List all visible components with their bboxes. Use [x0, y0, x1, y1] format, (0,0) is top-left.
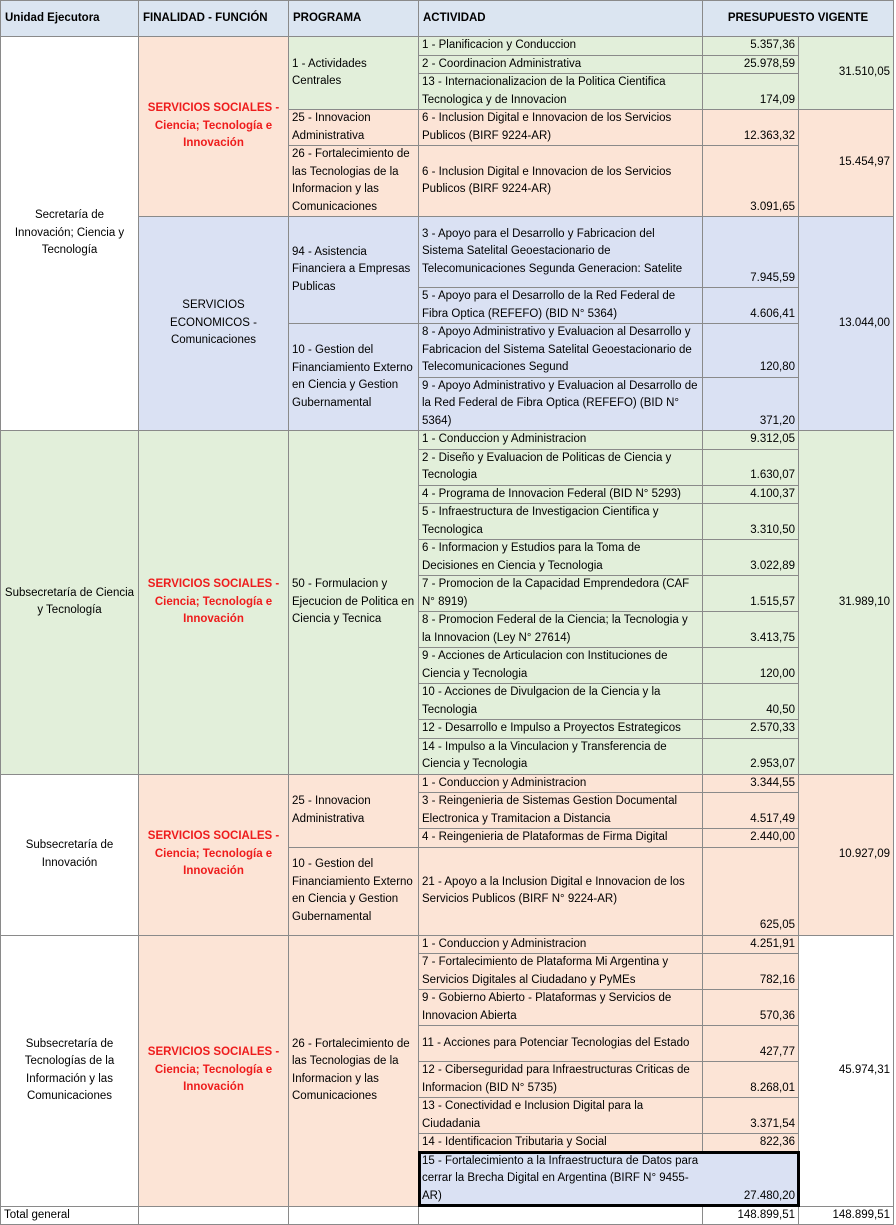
subtotal-cell: 15.454,97 [799, 110, 894, 217]
programa-cell: 10 - Gestion del Financiamiento Externo en Ciencia y Gestion Gubernamental [289, 324, 419, 431]
empty-cell [419, 1206, 703, 1225]
subtotal-cell: 45.974,31 [799, 935, 894, 1206]
table-row [1, 935, 894, 954]
unidad-cell: Secretaría de Innovación; Ciencia y Tecnología [1, 37, 139, 431]
actividad-cell: 7 - Fortalecimiento de Plataforma Mi Argentina y Servicios Digitales al Ciudadano y PyMEs [419, 954, 703, 990]
empty-cell [139, 1206, 289, 1225]
monto-cell: 625,05 [703, 847, 799, 935]
actividad-cell: 12 - Ciberseguridad para Infraestructuras Criticas de Informacion (BID N° 5735) [419, 1062, 703, 1098]
monto-cell: 174,09 [703, 74, 799, 110]
monto-cell: 40,50 [703, 684, 799, 720]
actividad-cell: 4 - Programa de Innovacion Federal (BID N° 5293) [419, 485, 703, 504]
monto-cell: 3.091,65 [703, 146, 799, 217]
actividad-cell: 2 - Coordinacion Administrativa [419, 55, 703, 74]
actividad-cell: 9 - Acciones de Articulacion con Instituciones de Ciencia y Tecnologia [419, 648, 703, 684]
monto-cell: 4.606,41 [703, 288, 799, 324]
highlighted-activity [419, 1152, 799, 1206]
unidad-cell: Subsecretaría de Tecnologías de la Información y las Comunicaciones [1, 935, 139, 1206]
actividad-cell: 6 - Inclusion Digital e Innovacion de los Servicios Publicos (BIRF 9224-AR) [419, 146, 703, 217]
actividad-cell: 6 - Inclusion Digital e Innovacion de los Servicios Publicos (BIRF 9224-AR) [419, 110, 703, 146]
actividad-cell: 1 - Conduccion y Administracion [419, 431, 703, 450]
actividad-cell: 5 - Apoyo para el Desarrollo de la Red Federal de Fibra Optica (REFEFO) (BID N° 5364) [419, 288, 703, 324]
actividad-cell: 3 - Reingenieria de Sistemas Gestion Documental Electronica y Tramitacion a Distancia [419, 793, 703, 829]
header-programa: PROGRAMA [289, 1, 419, 37]
actividad-cell: 9 - Gobierno Abierto - Plataformas y Servicios de Innovacion Abierta [419, 990, 703, 1026]
monto-cell: 27.480,20 [743, 1190, 795, 1202]
actividad-cell: 10 - Acciones de Divulgacion de la Ciencia y la Tecnologia [419, 684, 703, 720]
empty-cell [289, 1206, 419, 1225]
finalidad-cell: SERVICIOS SOCIALES - Ciencia; Tecnología e Innovación [139, 431, 289, 775]
actividad-cell: 9 - Apoyo Administrativo y Evaluacion al Desarrollo de la Red Federal de Fibra Optica (REFEFO) (BID N° 5364) [419, 377, 703, 431]
actividad-cell: 3 - Apoyo para el Desarrollo y Fabricacion del Sistema Satelital Geoestacionario de Telecomunicaciones Segunda Generacion: Satelite [419, 217, 703, 288]
finalidad-cell: SERVICIOS SOCIALES - Ciencia; Tecnología e Innovación [139, 37, 289, 217]
programa-cell: 1 - Actividades Centrales [289, 37, 419, 110]
monto-cell: 3.022,89 [703, 540, 799, 576]
monto-cell: 120,80 [703, 324, 799, 378]
actividad-cell: 13 - Internacionalizacion de la Politica Cientifica Tecnologica y de Innovacion [419, 74, 703, 110]
monto-cell: 2.953,07 [703, 738, 799, 774]
subtotal-cell: 31.989,10 [799, 431, 894, 775]
header-actividad: ACTIVIDAD [419, 1, 703, 37]
actividad-cell: 14 - Impulso a la Vinculacion y Transferencia de Ciencia y Tecnologia [419, 738, 703, 774]
programa-cell: 94 - Asistencia Financiera a Empresas Publicas [289, 217, 419, 324]
finalidad-cell: SERVICIOS SOCIALES - Ciencia; Tecnología e Innovación [139, 774, 289, 935]
monto-cell: 120,00 [703, 648, 799, 684]
monto-cell: 427,77 [703, 1026, 799, 1062]
actividad-cell: 11 - Acciones para Potenciar Tecnologias del Estado [419, 1026, 703, 1062]
actividad-cell: 2 - Diseño y Evaluacion de Politicas de Ciencia y Tecnologia [419, 449, 703, 485]
monto-cell: 12.363,32 [703, 110, 799, 146]
monto-cell: 2.570,33 [703, 720, 799, 739]
actividad-cell: 14 - Identificacion Tributaria y Social [419, 1134, 703, 1153]
actividad-cell: 6 - Informacion y Estudios para la Toma de Decisiones en Ciencia y Tecnologia [419, 540, 703, 576]
programa-cell: 25 - Innovacion Administrativa [289, 774, 419, 847]
actividad-cell: 21 - Apoyo a la Inclusion Digital e Innovacion de los Servicios Publicos (BIRF N° 9224-AR) [419, 847, 703, 935]
actividad-cell: 5 - Infraestructura de Investigacion Cientifica y Tecnologica [419, 504, 703, 540]
actividad-cell: 1 - Conduccion y Administracion [419, 774, 703, 793]
unidad-cell: Subsecretaría de Innovación [1, 774, 139, 935]
header-finalidad: FINALIDAD - FUNCIÓN [139, 1, 289, 37]
monto-cell: 371,20 [703, 377, 799, 431]
monto-cell: 1.630,07 [703, 449, 799, 485]
table-row [1, 774, 894, 793]
total-monto: 148.899,51 [703, 1206, 799, 1225]
monto-cell: 2.440,00 [703, 829, 799, 848]
monto-cell: 4.517,49 [703, 793, 799, 829]
actividad-cell: 8 - Promocion Federal de la Ciencia; la Tecnologia y la Innovacion (Ley N° 27614) [419, 612, 703, 648]
total-presupuesto: 148.899,51 [799, 1206, 894, 1225]
monto-cell: 1.515,57 [703, 576, 799, 612]
monto-cell: 3.310,50 [703, 504, 799, 540]
actividad-cell: 8 - Apoyo Administrativo y Evaluacion al Desarrollo y Fabricacion del Sistema Satelital Geoestacionario de Telecomunicaciones Segund [419, 324, 703, 378]
monto-cell: 3.344,55 [703, 774, 799, 793]
subtotal-cell: 10.927,09 [799, 774, 894, 935]
monto-cell: 822,36 [703, 1134, 799, 1153]
actividad-cell: 4 - Reingenieria de Plataformas de Firma Digital [419, 829, 703, 848]
actividad-cell: 13 - Conectividad e Inclusion Digital para la Ciudadania [419, 1098, 703, 1134]
total-label: Total general [1, 1206, 139, 1225]
monto-cell: 570,36 [703, 990, 799, 1026]
monto-cell: 3.371,54 [703, 1098, 799, 1134]
header-presupuesto: PRESUPUESTO VIGENTE [703, 1, 894, 37]
actividad-cell: 1 - Conduccion y Administracion [419, 935, 703, 954]
monto-cell: 4.251,91 [703, 935, 799, 954]
finalidad-cell: SERVICIOS SOCIALES - Ciencia; Tecnología e Innovación [139, 935, 289, 1206]
programa-cell: 25 - Innovacion Administrativa [289, 110, 419, 146]
total-row [1, 1206, 894, 1225]
monto-cell: 4.100,37 [703, 485, 799, 504]
header-row [1, 1, 894, 37]
monto-cell: 8.268,01 [703, 1062, 799, 1098]
actividad-cell: 7 - Promocion de la Capacidad Emprendedora (CAF N° 8919) [419, 576, 703, 612]
table-row [1, 37, 894, 56]
table-row [1, 431, 894, 450]
monto-cell: 5.357,36 [703, 37, 799, 56]
programa-cell: 50 - Formulacion y Ejecucion de Politica en Ciencia y Tecnica [289, 431, 419, 775]
programa-cell: 26 - Fortalecimiento de las Tecnologias de la Informacion y las Comunicaciones [289, 935, 419, 1206]
monto-cell: 782,16 [703, 954, 799, 990]
finalidad-cell: SERVICIOS ECONOMICOS - Comunicaciones [139, 217, 289, 431]
header-unidad: Unidad Ejecutora [1, 1, 139, 37]
actividad-cell: 1 - Planificacion y Conduccion [419, 37, 703, 56]
monto-cell: 7.945,59 [703, 217, 799, 288]
monto-cell: 25.978,59 [703, 55, 799, 74]
monto-cell: 9.312,05 [703, 431, 799, 450]
actividad-cell: 15 - Fortalecimiento a la Infraestructura de Datos para cerrar la Brecha Digital en Argentina (BIRF N° 9455-AR) [422, 1154, 699, 1202]
subtotal-cell: 31.510,05 [799, 37, 894, 110]
subtotal-cell: 13.044,00 [799, 217, 894, 431]
programa-cell: 10 - Gestion del Financiamiento Externo en Ciencia y Gestion Gubernamental [289, 847, 419, 935]
monto-cell: 3.413,75 [703, 612, 799, 648]
unidad-cell: Subsecretaría de Ciencia y Tecnología [1, 431, 139, 775]
programa-cell: 26 - Fortalecimiento de las Tecnologias de la Informacion y las Comunicaciones [289, 146, 419, 217]
actividad-cell: 12 - Desarrollo e Impulso a Proyectos Estrategicos [419, 720, 703, 739]
